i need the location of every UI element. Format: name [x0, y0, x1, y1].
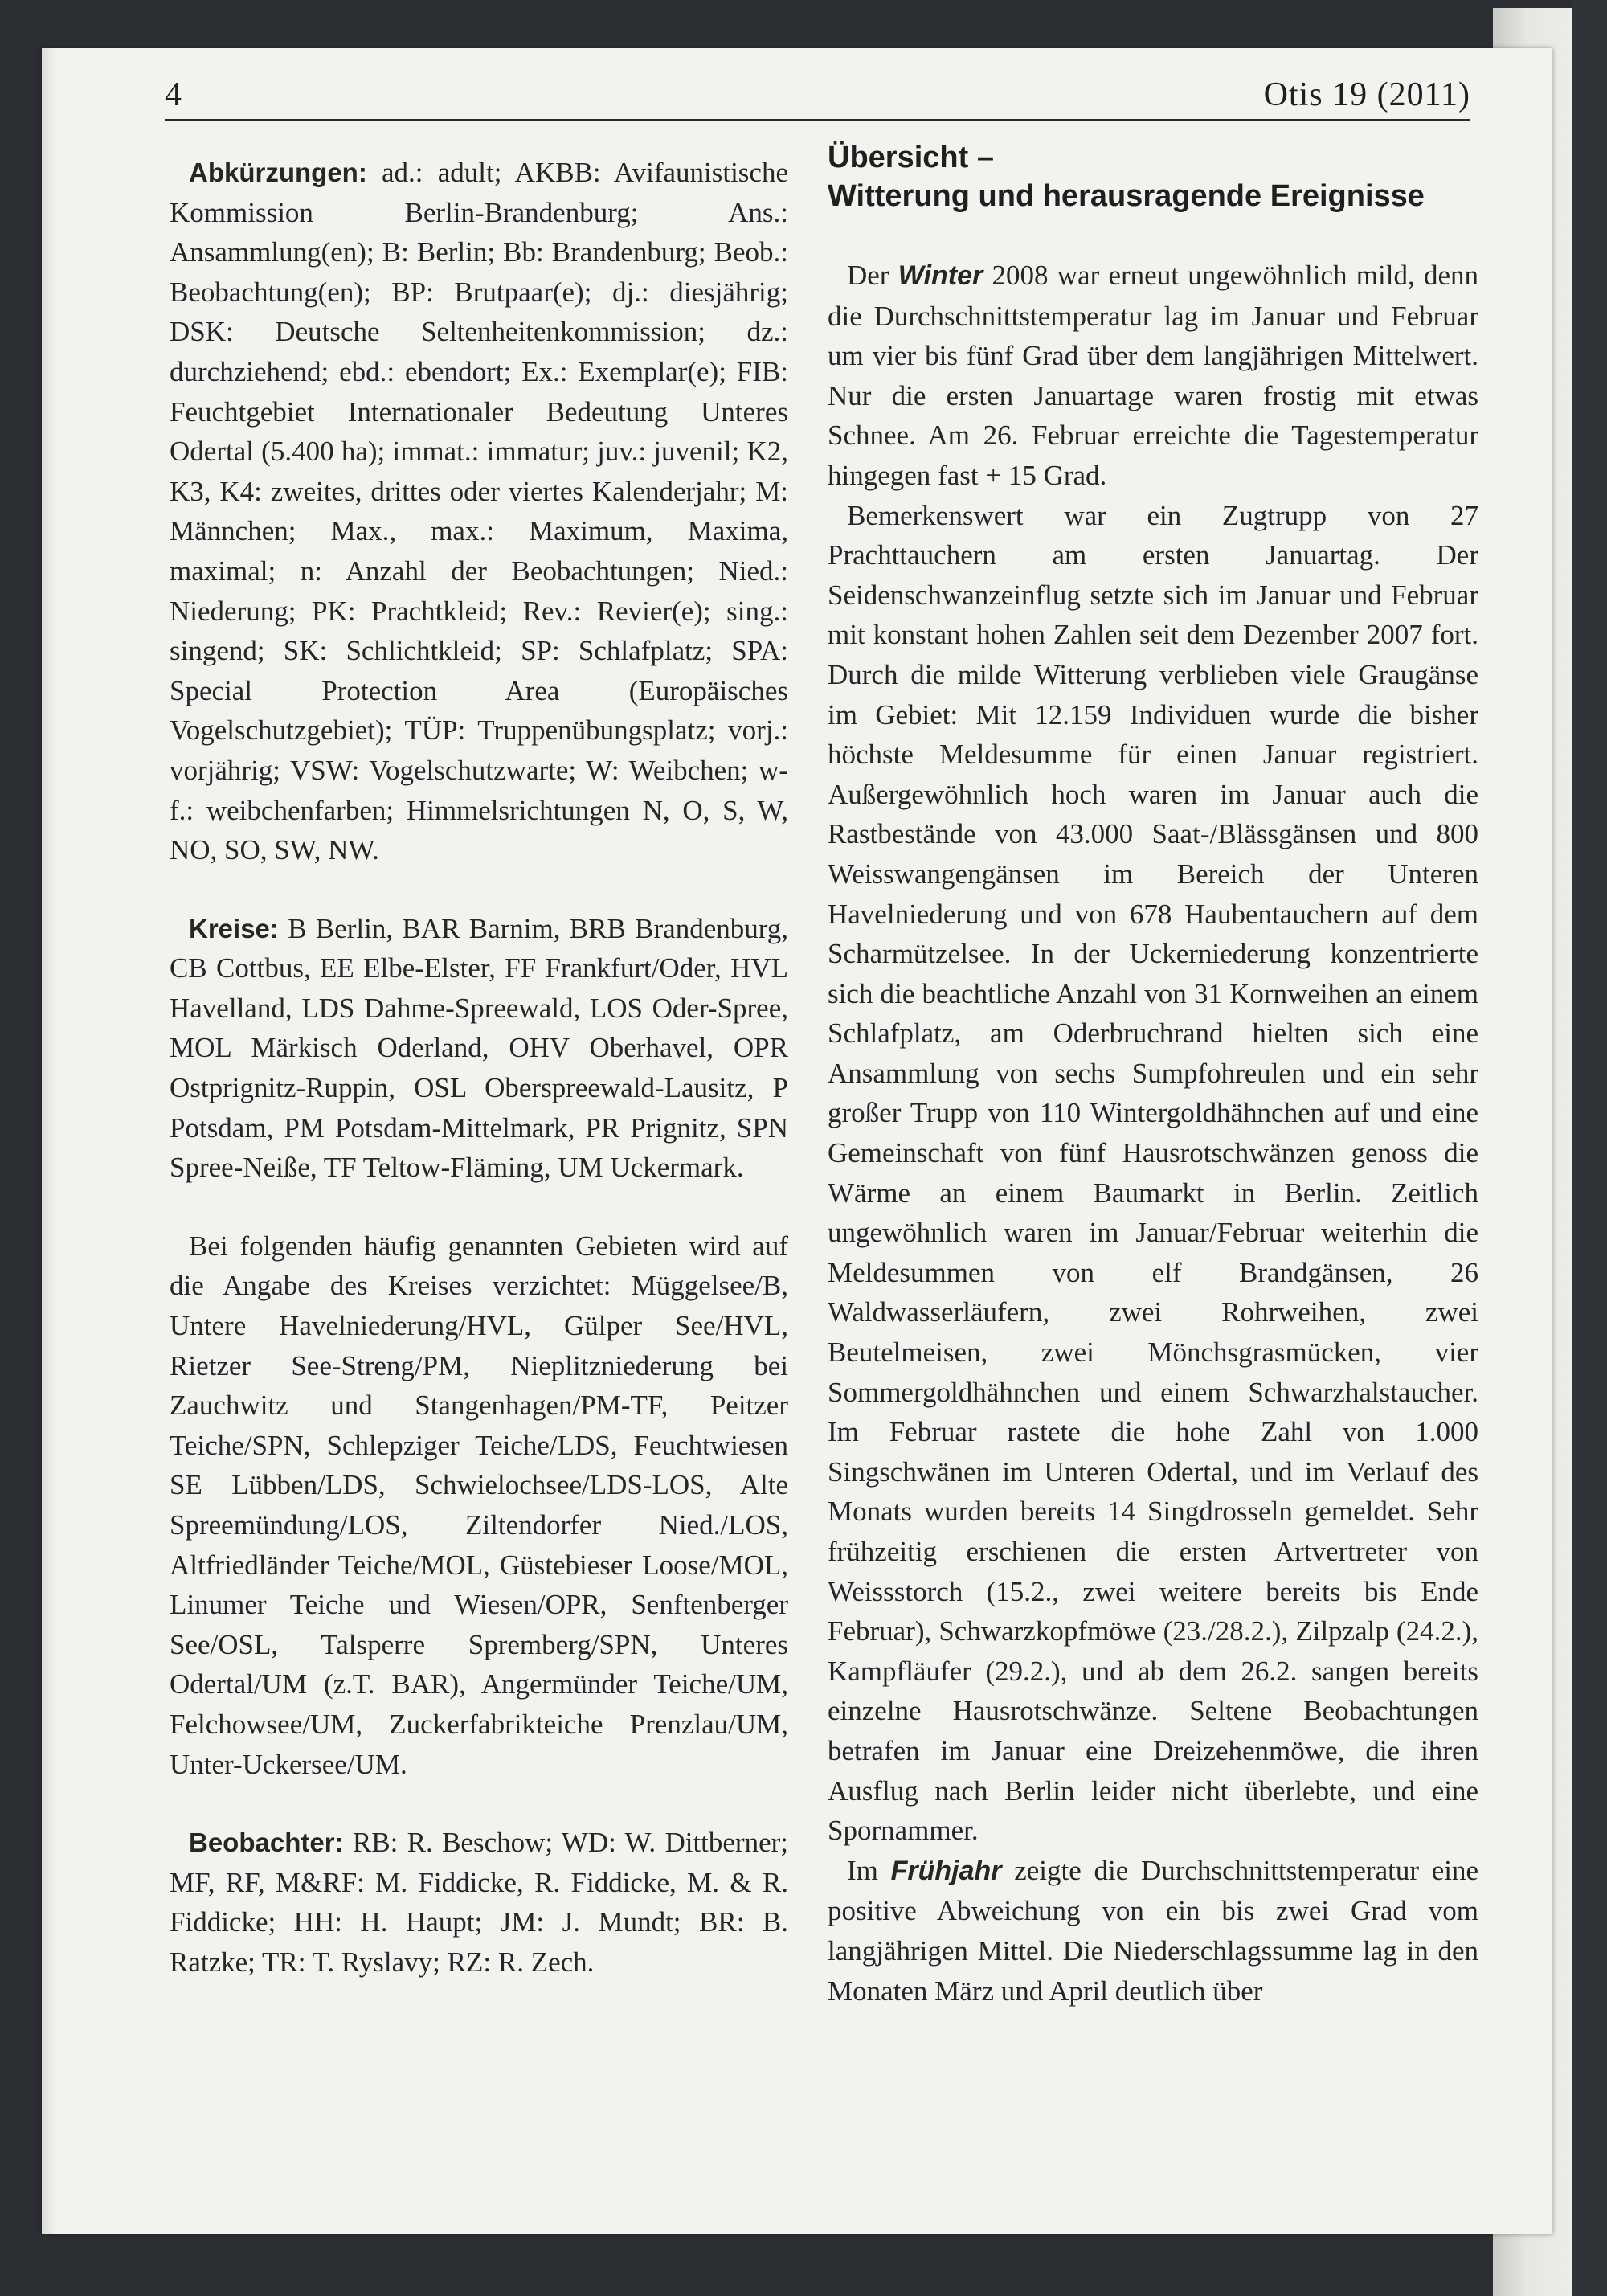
running-header — [165, 71, 1470, 121]
winter-paragraph: Der Winter 2008 war erneut ungewöhnlich mild, denn die Durchschnittstemperatur lag im Januar und Februar um vier bis fünf Grad über dem langjährigen Mittelwert. Nur die ersten Januartage waren frostig mit etwas Schnee. Am 26. Februar erreichte die Tagestemperatur hingegen fast + 15 Grad. — [828, 260, 1478, 491]
journal-reference: Otis 19 (2011) — [1263, 76, 1470, 113]
areas-paragraph: Bei folgenden häufig genannten Gebieten wird auf die Angabe des Kreises verzichtet: Müggelsee/B, Untere Havelniederung/HVL, Gülper See/HVL, Rietzer See-Streng/PM, Nieplitzniederung bei Zauchwitz und Stangenhagen/PM-TF, Peitzer Teiche/SPN, Schlepziger Teiche/LDS, Feuchtwiesen SE Lübben/LDS, Schwielochsee/LDS-LOS, Alte Spreemündung/LOS, Ziltendorfer Nied./LOS, Altfriedländer Teiche/MOL, Güstebieser Loose/MOL, Linumer Teiche und Wiesen/OPR, Senftenberger See/OSL, Talsperre Spremberg/SPN, Unteres Odertal/UM (z.T. BAR), Angermünder Teiche/UM, Felchowsee/UM, Zuckerfabrikteiche Prenzlau/UM, Unter-Uckersee/UM. — [170, 1230, 788, 1780]
districts-text: B Berlin, BAR Barnim, BRB Brandenburg, CB Cottbus, EE Elbe-Elster, FF Frankfurt/Oder, HVL Havelland, LDS Dahme-Spreewald, LOS Oder-Spree, MOL Märkisch Oderland, OHV Oberhavel, OPR Ostprignitz-Ruppin, OSL Oberspreewald-Lausitz, P Potsdam, PM Potsdam-Mittelmark, PR Prignitz, SPN Spree-Neiße, TF Teltow-Fläming, UM Uckermark. — [170, 912, 788, 1184]
scan-background — [1572, 0, 1607, 2296]
left-column — [170, 153, 788, 1983]
abbreviations-text: ad.: adult; AKBB: Avifaunistische Kommission Berlin-Brandenburg; Ans.: Ansammlung(en); B: Berlin; Bb: Brandenburg; Beob.: Beobachtung(en); BP: Brutpaar(e); dj.: diesjährig; DSK: Deutsche Seltenheitenkommission; dz.: durchziehend; ebd.: ebendort; Ex.: Exemplar(e); FIB: Feuchtgebiet Internationaler Bedeutung Unteres Odertal (5.400 ha); immat.: immatur; juv.: juvenil; K2, K3, K4: zweites, drittes oder viertes Kalenderjahr; M: Männchen; Max., max.: Maximum, Maxima, maximal; n: Anzahl der Beobachtungen; Nied.: Niederung; PK: Prachtkleid; Rev.: Revier(e); sing.: singend; SK: Schlichtkleid; SP: Schlafplatz; SPA: Special Protection Area (Europäisches Vogelschutzgebiet); TÜP: Truppenübungsplatz; vorj.: vorjährig; VSW: Vogelschutzwarte; W: Weibchen; w-f.: weibchenfarben; Himmelsrichtungen N, O, S, W, NO, SO, SW, NW. — [170, 157, 788, 866]
observers-text: RB: R. Beschow; WD: W. Dittberner; MF, RF, M&RF: M. Fiddicke, R. Fiddicke, M. & R. Fiddicke; HH: H. Haupt; JM: J. Mundt; BR: B. Ratzke; TR: T. Ryslavy; RZ: R. Zech. — [170, 1827, 788, 1978]
page-gutter-shadow — [42, 48, 56, 2234]
section-heading — [828, 138, 1478, 215]
right-column — [828, 138, 1478, 2011]
spring-paragraph: Im Frühjahr zeigte die Durchschnittstemperatur eine positive Abweichung von ein bis zwei Grad vom langjährigen Mittel. Die Niederschlagssumme lag in den Monaten März und April deutlich über — [828, 1854, 1478, 2007]
winter-emphasis: Winter — [898, 260, 983, 291]
districts-label: Kreise: — [189, 913, 279, 943]
spring-emphasis: Frühjahr — [890, 1855, 1002, 1886]
abbreviations-label: Abkürzungen: — [189, 158, 367, 187]
abbreviations-paragraph — [170, 153, 788, 870]
section-heading-line2: Witterung und herausragende Ereignisse — [828, 179, 1425, 213]
districts-paragraph — [170, 909, 788, 1188]
observers-paragraph — [170, 1823, 788, 1982]
page-number: 4 — [165, 76, 182, 113]
observers-label: Beobachter: — [189, 1827, 344, 1858]
section-heading-line1: Übersicht – — [828, 141, 994, 174]
winter-events-paragraph: Bemerkenswert war ein Zugtrupp von 27 Prachttauchern am ersten Januartag. Der Seidenschwanzeinflug setzte sich im Januar und Februar mit konstant hohen Zahlen seit dem Dezember 2007 fort. Durch die milde Witterung verblieben viele Graugänse im Gebiet: Mit 12.159 Individuen wurde die bisher höchste Meldesumme für einen Januar registriert. Außergewöhnlich hoch waren im Januar auch die Rastbestände von 43.000 Saat-/Blässgänsen und 800 Weisswangengänsen im Bereich der Unteren Havelniederung und von 678 Haubentauchern auf dem Scharmützelsee. In der Uckerniederung konzentrierte sich die beachtliche Anzahl von 31 Kornweihen an einem Schlafplatz, am Oderbruchrand hielten sich eine Ansammlung von sechs Sumpfohreulen und ein sehr großer Trupp von 110 Wintergoldhähnchen auf und eine Gemeinschaft von fünf Hausrotschwänzen genoss die Wärme an einem Baumarkt in Berlin. Zeitlich ungewöhnlich waren im Januar/Februar weiterhin die Meldesummen von elf Brandgänsen, 26 Waldwasserläufern, zwei Rohrweihen, zwei Beutelmeisen, zwei Mönchsgrasmücken, vier Sommergoldhähnchen und einem Schwarzhalstaucher. Im Februar rastete die hohe Zahl von 1.000 Singschwänen im Unteren Odertal, und im Verlauf des Monats wurden bereits 14 Singdrosseln gemeldet. Sehr frühzeitig erschienen die ersten Artvertreter von Weissstorch (15.2., zwei weitere bereits bis Ende Februar), Schwarzkopfmöwe (23./28.2.), Zilpzalp (24.2.), Kampfläufer (29.2.), und ab dem 26.2. sangen bereits einzelne Hausrotschwänze. Seltene Beobachtungen betrafen im Januar eine Dreizehenmöwe, die ihren Ausflug nach Berlin leider nicht überlebte, und eine Spornammer. — [828, 499, 1478, 1847]
